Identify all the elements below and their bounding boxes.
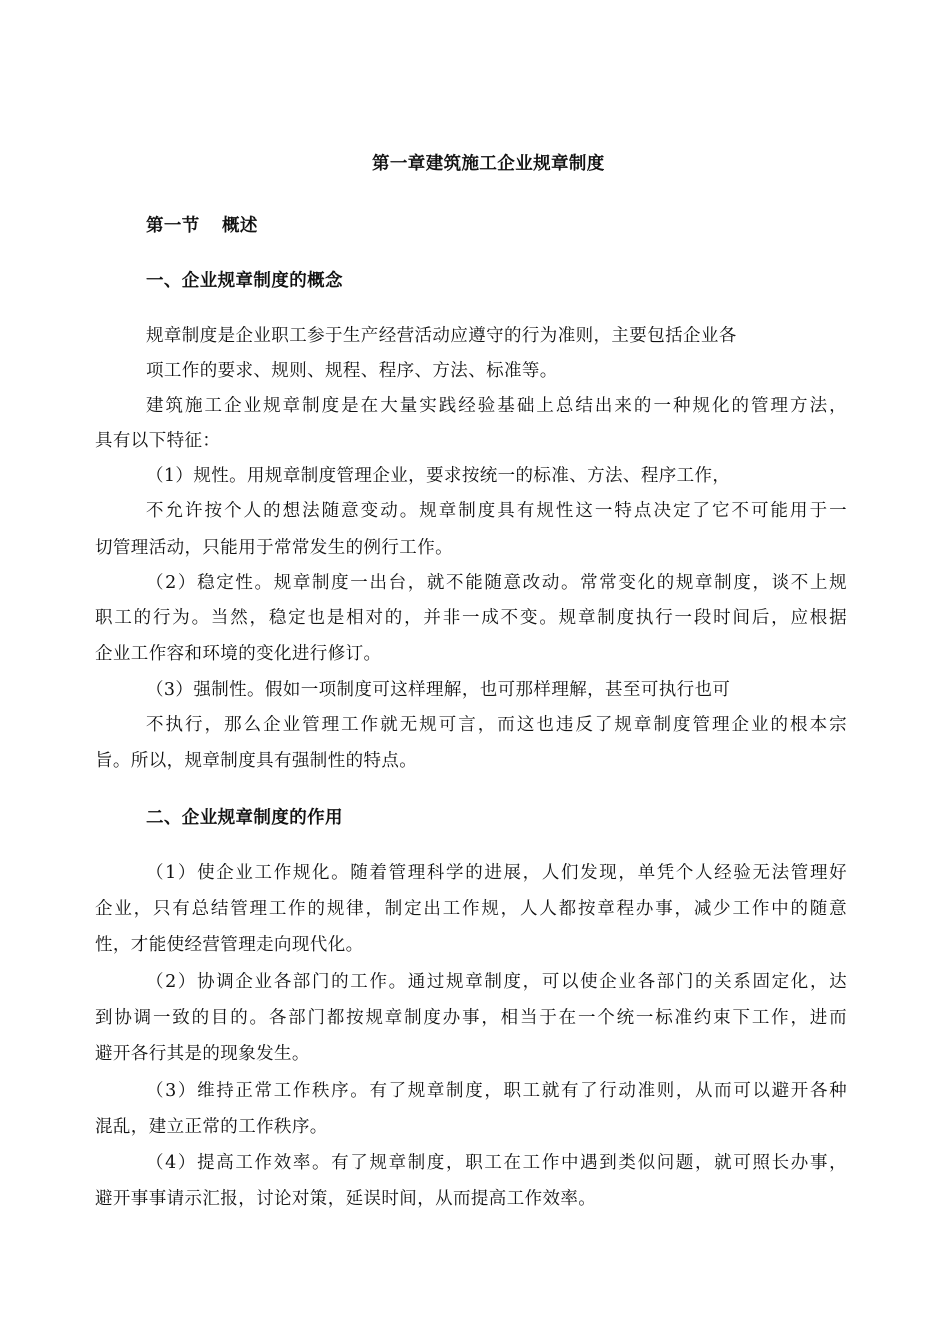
role-4-line: （4）提高工作效率。有了规章制度，职工在工作中遇到类似问题，就可照长办事， (146, 1153, 847, 1173)
concept-para-line: 项工作的要求、规则、规程、程序、方法、标准等。 (146, 361, 558, 381)
role-2-line: 到协调一致的目的。各部门都按规章制度办事，相当于在一个统一标准约束下工作，进而 (95, 1008, 847, 1028)
section-number: 第一节 (146, 216, 200, 236)
feature-1-line: 不允许按个人的想法随意变动。规章制度具有规性这一特点决定了它不可能用于一 (146, 501, 847, 521)
feature-3-line: 旨。所以，规章制度具有强制性的特点。 (95, 751, 418, 771)
concept-para-line: 规章制度是企业职工参于生产经营活动应遵守的行为准则，主要包括企业各 (146, 326, 737, 346)
heading-role: 二、企业规章制度的作用 (146, 808, 343, 828)
feature-3-line: 不执行，那么企业管理工作就无规可言，而这也违反了规章制度管理企业的根本宗 (146, 715, 847, 735)
concept-para-line: 具有以下特征： (95, 431, 221, 451)
concept-para-line: 建筑施工企业规章制度是在大量实践经验基础上总结出来的一种规化的管理方法， (146, 396, 847, 416)
role-4-line: 避开事事请示汇报，讨论对策，延误时间，从而提高工作效率。 (95, 1189, 597, 1209)
feature-1-line: 切管理活动，只能用于常常发生的例行工作。 (95, 538, 453, 558)
role-3-line: （3）维持正常工作秩序。有了规章制度，职工就有了行动准则，从而可以避开各种 (146, 1081, 847, 1101)
feature-3-line: （3）强制性。假如一项制度可这样理解，也可那样理解，甚至可执行也可 (146, 680, 731, 700)
role-2-line: （2）协调企业各部门的工作。通过规章制度，可以使企业各部门的关系固定化，达 (146, 972, 847, 992)
section-name: 概述 (222, 216, 258, 236)
role-3-line: 混乱，建立正常的工作秩序。 (95, 1117, 328, 1137)
feature-2-line: （2）稳定性。规章制度一出台，就不能随意改动。常常变化的规章制度，谈不上规 (146, 573, 847, 593)
feature-2-line: 企业工作容和环境的变化进行修订。 (95, 644, 382, 664)
role-1-line: （1）使企业工作规化。随着管理科学的进展，人们发现，单凭个人经验无法管理好 (146, 863, 847, 883)
chapter-title: 第一章建筑施工企业规章制度 (372, 154, 605, 174)
role-1-line: 性，才能使经营管理走向现代化。 (95, 935, 364, 955)
feature-1-line: （1）规性。用规章制度管理企业，要求按统一的标准、方法、程序工作， (146, 466, 731, 486)
role-1-line: 企业，只有总结管理工作的规律，制定出工作规，人人都按章程办事，减少工作中的随意 (95, 899, 847, 919)
feature-2-line: 职工的行为。当然，稳定也是相对的，并非一成不变。规章制度执行一段时间后，应根据 (95, 608, 847, 628)
heading-concept: 一、企业规章制度的概念 (146, 271, 343, 291)
role-2-line: 避开各行其是的现象发生。 (95, 1044, 310, 1064)
